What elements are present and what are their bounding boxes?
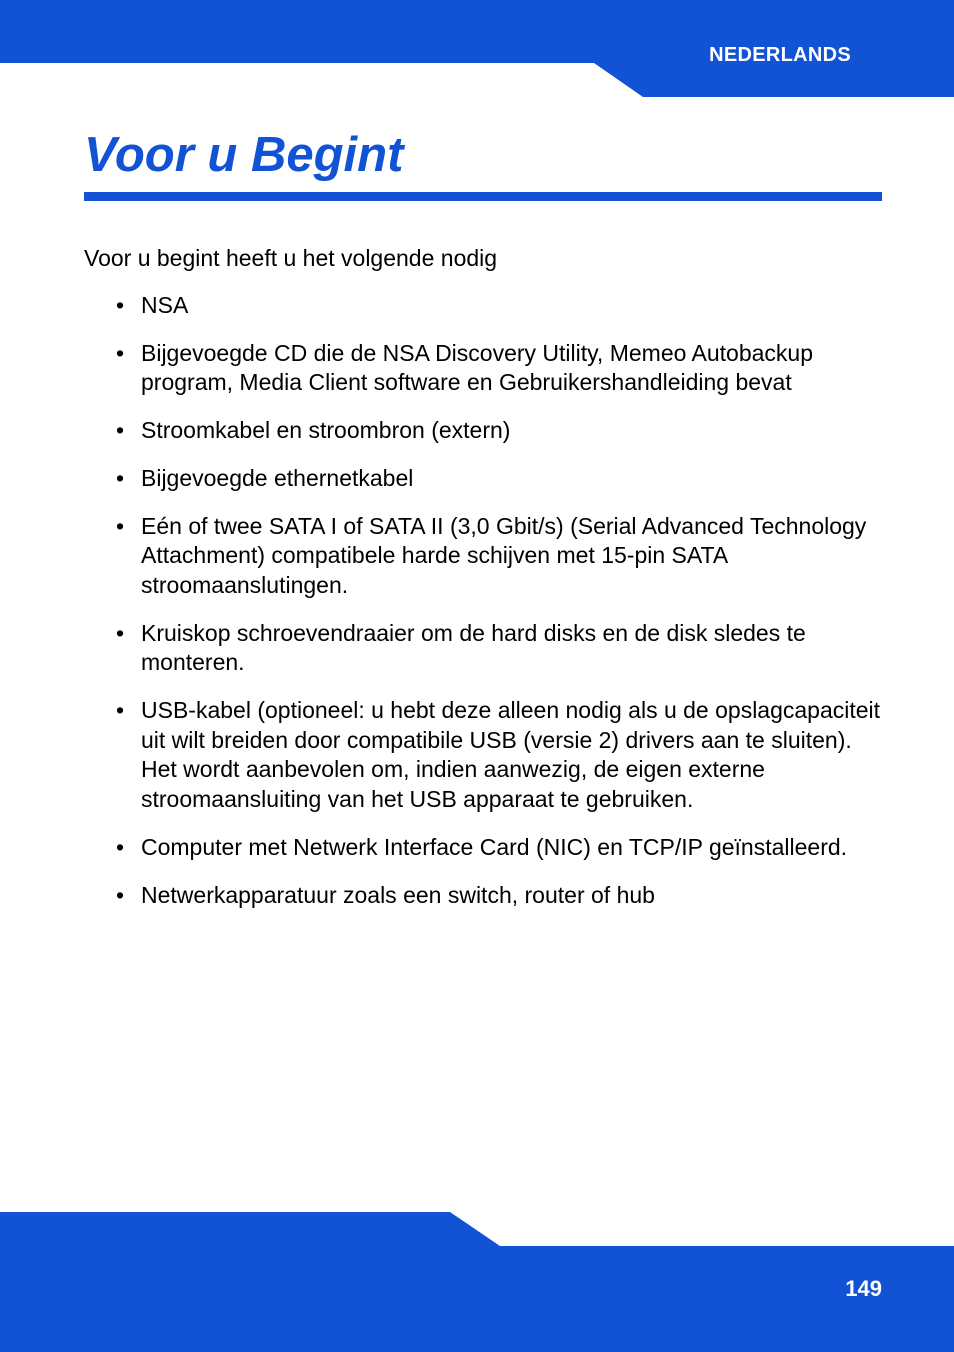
list-item <box>116 881 886 911</box>
list-item-text: Computer met Netwerk Interface Card (NIC) en TCP/IP geïnstalleerd. <box>141 833 848 860</box>
bullet-icon: • <box>116 292 125 318</box>
bullet-icon: • <box>116 464 125 491</box>
list-item <box>116 291 886 321</box>
list-item <box>116 464 886 494</box>
list-item-text: Kruiskop schroevendraaier om de hard disks en de disk sledes te monteren. <box>141 619 806 676</box>
bullet-icon: • <box>116 697 125 724</box>
list-item-text: USB-kabel (optioneel: u hebt deze alleen nodig als u de opslagcapaciteit uit wilt breiden door compatibile USB (versie 2) drivers aan te sluiten). Het wordt aanbevolen om, indien aanwezig, de eigen externe stroomaansluiting van het USB apparaat te gebruiken. <box>141 697 881 813</box>
list-item-text: Bijgevoegde ethernetkabel <box>141 464 414 491</box>
list-item-text: Stroomkabel en stroombron (extern) <box>141 417 511 444</box>
list-item <box>116 339 886 398</box>
bullet-icon: • <box>116 881 125 908</box>
bullet-icon: • <box>116 512 125 539</box>
page-title: Voor u Begint <box>84 128 404 182</box>
language-label: NEDERLANDS <box>709 44 851 66</box>
list-item <box>116 512 886 601</box>
list-item <box>116 833 886 863</box>
bullet-icon: • <box>116 619 125 646</box>
title-underline <box>84 192 882 201</box>
bullet-icon: • <box>116 833 125 860</box>
intro-text: Voor u begint heeft u het volgende nodig <box>84 245 498 271</box>
list-item <box>116 416 886 446</box>
list-item-text: Bijgevoegde CD die de NSA Discovery Utility, Memeo Autobackup program, Media Client software en Gebruikershandleiding bevat <box>141 339 814 396</box>
bullet-icon: • <box>116 417 125 444</box>
requirements-list <box>116 291 886 928</box>
list-item-text: Eén of twee SATA I of SATA II (3,0 Gbit/s) (Serial Advanced Technology Attachment) compatibele harde schijven met 15-pin SATA stroomaanslutingen. <box>141 512 867 598</box>
list-item <box>116 619 886 678</box>
list-item <box>116 696 886 815</box>
list-item-text: Netwerkapparatuur zoals een switch, router of hub <box>141 881 655 908</box>
footer-band <box>0 1210 954 1352</box>
list-item-text: NSA <box>141 292 189 318</box>
page-number: 149 <box>845 1276 882 1301</box>
bullet-icon: • <box>116 339 125 366</box>
